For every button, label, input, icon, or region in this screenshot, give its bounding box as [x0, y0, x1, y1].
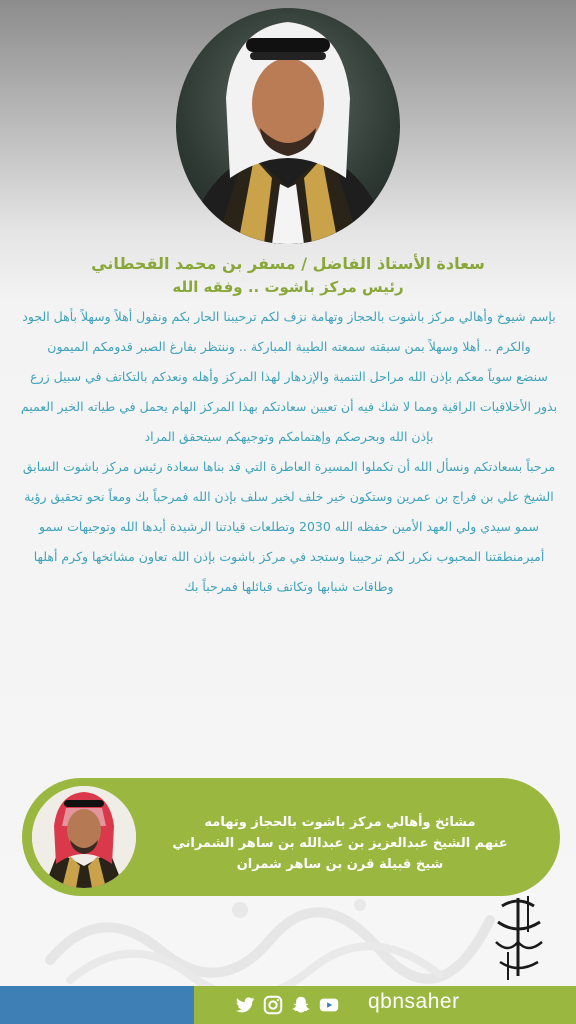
message-paragraph: مرحباً بسعادتكم ونسأل الله أن تكملوا المسيرة العاطرة التي قد بناها سعادة رئيس مركز باشوت السابق الشيخ علي بن فراج بن عمرين وستكون خير خلف لخير سلف بإذن الله فمرحباً بك ومعاً نحو تحقيق رؤية سمو سيدي ولي العهد الأمين حفظه الله 2030 وتطلعات قيادتنا الرشيدة أيدها الله وتوجيهات سمو أميرمنطقتنا المحبوب نكرر لكم ترحيبنا وستجد في مركز باشوت بإذن الله تعاون مشائخها وكرم أهلها وطاقات شبابها وتكاتف قبائلها فمرحباً بك [22, 459, 556, 594]
snapchat-icon[interactable] [290, 994, 312, 1016]
instagram-icon[interactable] [262, 994, 284, 1016]
welcome-message [20, 302, 558, 602]
social-icons [234, 993, 340, 1017]
message-paragraph: سنضع سوياً معكم بإذن الله مراحل التنمية والإزدهار لهذا المركز وأهله ونعدكم بالتكاتف في سبيل زرع بذور الأخلاقيات الراقية ومما لا شك فيه أن تعيين سعادتكم بهذا المركز الهام يحمل في طياته الخير العميم بإذن الله وبحرصكم وإهتمامكم وتوجيهكم سيتحقق المراد [20, 369, 558, 444]
recipient-position: رئيس مركز باشوت .. وفقه الله [172, 278, 404, 296]
youtube-icon[interactable] [318, 994, 340, 1016]
calligraphy-watermark [40, 880, 500, 990]
twitter-icon[interactable] [234, 994, 256, 1016]
signature-line: عنهم الشيخ عبدالعزيز بن عبدالله بن ساهر الشمراني [172, 836, 508, 851]
recipient-title: سعادة الأستاذ الفاضل / مسفر بن محمد القحطاني [91, 254, 485, 273]
calligraphy-logo [488, 892, 550, 984]
social-handle[interactable]: qbnsaher [368, 990, 460, 1013]
official-portrait [176, 8, 400, 244]
signature-text [140, 812, 540, 875]
sheikh-photo [32, 786, 136, 888]
message-paragraph: بإسم شيوخ وأهالي مركز باشوت بالحجاز وتهامة نزف لكم ترحيبنا الحار بكم ونقول أهلاً وسهلاً بأهل الجود والكرم .. أهلا وسهلاً بمن سبقته سمعته الطيبة المباركة .. وننتظر بفارغ الصبر قدومكم الميمون [22, 309, 556, 354]
signature-line: مشائخ وأهالي مركز باشوت بالحجاز وتهامه [204, 815, 476, 830]
footer-accent [0, 986, 194, 1024]
signature-line: شيخ قبيلة قرن بن ساهر شمران [236, 857, 444, 872]
